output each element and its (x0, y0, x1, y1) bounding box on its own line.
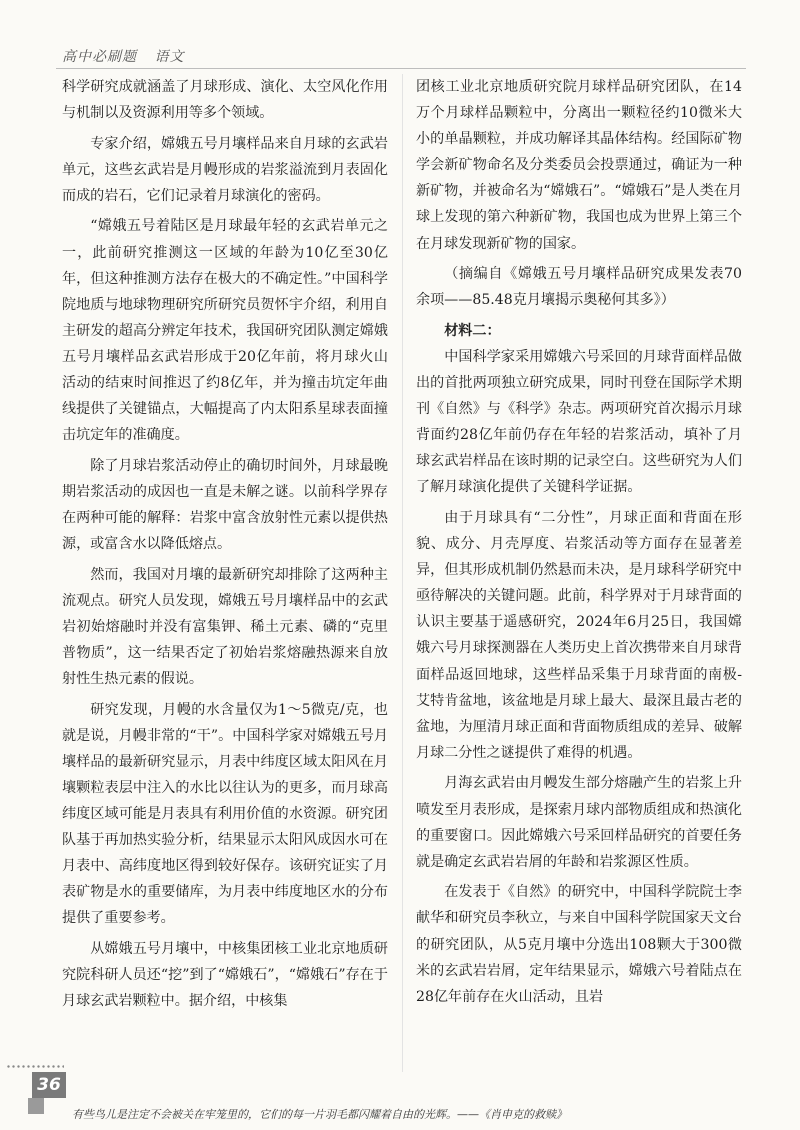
material-two-label: 材料二： (444, 322, 501, 339)
left-column (62, 74, 388, 1014)
paragraph: 团核工业北京地质研究院月球样品研究团队，在14万个月球样品颗粒中，分离出一颗粒径约10微米大小的单晶颗粒，并成功解译其晶体结构。经国际矿物学会新矿物命名及分类委员会投票通过，确证为一种新矿物，并被命名为“嫦娥石”。“嫦娥石”是人类在月球上发现的第六种新矿物，我国也成为世界上第三个在月球发现新矿物的国家。 (416, 79, 742, 252)
subject-label: 语文 (154, 49, 185, 65)
paragraph: 除了月球岩浆活动停止的确切时间外，月球最晚期岩浆活动的成因也一直是未解之谜。以前科学界存在两种可能的解释：岩浆中富含放射性元素以提供热源，或富含水以降低熔点。 (62, 457, 388, 553)
paragraph: 月海玄武岩由月幔发生部分熔融产生的岩浆上升喷发至月表形成，是探索月球内部物质组成和热演化的重要窗口。因此嫦娥六号采回样品研究的首要任务就是确定玄武岩岩屑的年龄和岩浆源区性质。 (416, 775, 742, 870)
paragraph: 由于月球具有“二分性”，月球正面和背面在形貌、成分、月壳厚度、岩浆活动等方面存在显著差异，但其形成机制仍然悬而未决，是月球科学研究中亟待解决的关键问题。此前，科学界对于月球背面的认识主要基于遥感研究，2024年6月25日，我国嫦娥六号月球探测器在人类历史上首次携带来自月球背面样品返回地球，这些样品采集于月球背面的南极-艾特肯盆地，该盆地是月球上最大、最深且最古老的盆地，为厘清月球正面和背面物质组成的差异、破解月球二分性之谜提供了难得的机遇。 (416, 510, 742, 761)
paragraph: 从嫦娥五号月壤中，中核集团核工业北京地质研究院科研人员还“挖”到了“嫦娥石”，“嫦娥石”存在于月球玄武岩颗粒中。据介绍，中核集 (62, 941, 388, 1010)
book-title: 高中必刷题 (62, 49, 137, 65)
paragraph: 在发表于《自然》的研究中，中国科学院院士李献华和研究员李秋立，与来自中国科学院国家天文台的研究团队，从5克月壤中分选出108颗大于300微米的玄武岩岩屑，定年结果显示，嫦娥六号着陆点在28亿年前存在火山活动，且岩 (416, 884, 742, 1005)
right-column (416, 74, 742, 1010)
paragraph: 科学研究成就涵盖了月球形成、演化、太空风化作用与机制以及资源利用等多个领域。 (62, 79, 388, 122)
decorative-dots (6, 1064, 64, 1070)
paragraph: 中国科学家采用嫦娥六号采回的月球背面样品做出的首批两项独立研究成果，同时刊登在国际学术期刊《自然》与《科学》杂志。两项研究首次揭示月球背面约28亿年前仍存在年轻的岩浆活动，填补了月球玄武岩样品在该时期的记录空白。这些研究为人们了解月球演化提供了关键科学证据。 (416, 348, 742, 496)
paragraph: 专家介绍，嫦娥五号月壤样品来自月球的玄武岩单元，这些玄武岩是月幔形成的岩浆溢流到月表固化而成的岩石，它们记录着月球演化的密码。 (62, 135, 388, 204)
column-divider (402, 74, 403, 1072)
paragraph: 研究发现，月幔的水含量仅为1～5微克/克，也就是说，月幔非常的“干”。中国科学家对嫦娥五号月壤样品的最新研究显示，月表中纬度区域太阳风在月壤颗粒表层中注入的水比以往认为的更多，而月球高纬度区域可能是月表具有利用价值的水资源。研究团队基于再加热实验分析，结果显示太阳风成因水可在月表中、高纬度地区得到较好保存。该研究证实了月表矿物是水的重要储库，为月表中纬度地区水的分布提供了重要参考。 (62, 701, 388, 927)
footer-quote: 有些鸟儿是注定不会被关在牢笼里的，它们的每一片羽毛都闪耀着自由的光辉。——《肖申克的救赎》 (72, 1108, 567, 1121)
source-citation: （摘编自《嫦娥五号月壤样品研究成果发表70余项——85.48克月壤揭示奥秘何其多》） (416, 266, 742, 309)
paragraph: “嫦娥五号着陆区是月球最年轻的玄武岩单元之一，此前研究推测这一区域的年龄为10亿至30亿年，但这种推测方法存在极大的不确定性。”中国科学院地质与地球物理研究所研究员贺怀宇介绍，利用自主研发的超高分辨定年技术，我国研究团队测定嫦娥五号月壤样品玄武岩形成于20亿年前，将月球火山活动的结束时间推迟了约8亿年，并为撞击坑定年曲线提供了关键锚点，大幅提高了内太阳系星球表面撞击坑定年的准确度。 (62, 218, 388, 444)
decorative-square (28, 1098, 44, 1114)
header-rule (56, 68, 746, 69)
page-number: 36 (32, 1072, 66, 1098)
paragraph: 然而，我国对月壤的最新研究却排除了这两种主流观点。研究人员发现，嫦娥五号月壤样品中的玄武岩初始熔融时并没有富集钾、稀土元素、磷的“克里普物质”，这一结果否定了初始岩浆熔融热源来自放射性生热元素的假说。 (62, 566, 388, 688)
running-header (62, 46, 196, 66)
material-heading (416, 318, 742, 344)
